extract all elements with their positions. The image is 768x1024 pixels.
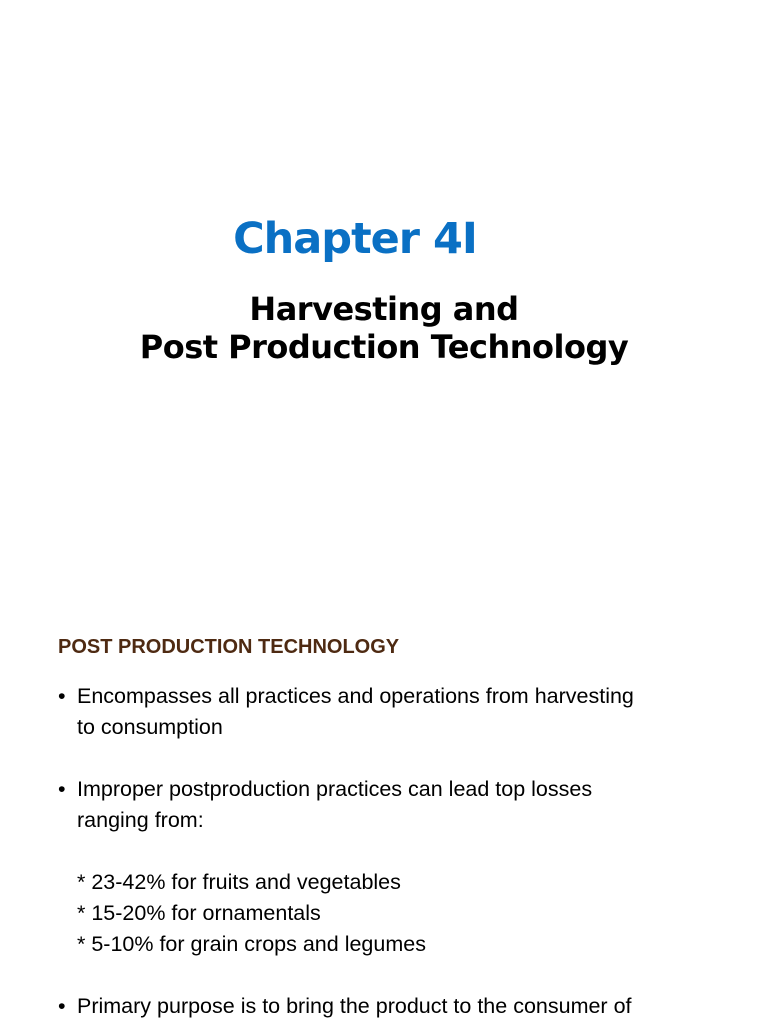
bullet-text: Encompasses all practices and operations from harvesting bbox=[77, 684, 634, 708]
loss-range-item: * 23-42% for fruits and vegetables bbox=[77, 870, 401, 894]
bullet-text: Improper postproduction practices can lead top losses bbox=[77, 777, 593, 801]
bullet-list bbox=[58, 681, 718, 1024]
bullet-item bbox=[58, 681, 718, 743]
bullet-marker: • bbox=[58, 684, 66, 708]
subtitle-line: Post Production Technology bbox=[139, 328, 629, 366]
bullet-item bbox=[58, 991, 718, 1022]
bullet-item bbox=[58, 774, 718, 960]
subtitle-line: Harvesting and bbox=[249, 290, 519, 328]
loss-range-item: * 5-10% for grain crops and legumes bbox=[77, 932, 426, 956]
chapter-title: Chapter 4I bbox=[233, 214, 477, 264]
loss-range-list bbox=[77, 867, 718, 960]
chapter-subtitle bbox=[0, 290, 768, 366]
bullet-text: to consumption bbox=[77, 715, 223, 739]
content-slide bbox=[0, 600, 768, 1024]
bullet-text: ranging from: bbox=[77, 808, 204, 832]
bullet-text: Primary purpose is to bring the product to the consumer of bbox=[77, 994, 632, 1018]
bullet-marker: • bbox=[58, 777, 66, 801]
bullet-marker: • bbox=[58, 994, 66, 1018]
loss-range-item: * 15-20% for ornamentals bbox=[77, 901, 321, 925]
section-heading: POST PRODUCTION TECHNOLOGY bbox=[58, 636, 400, 658]
